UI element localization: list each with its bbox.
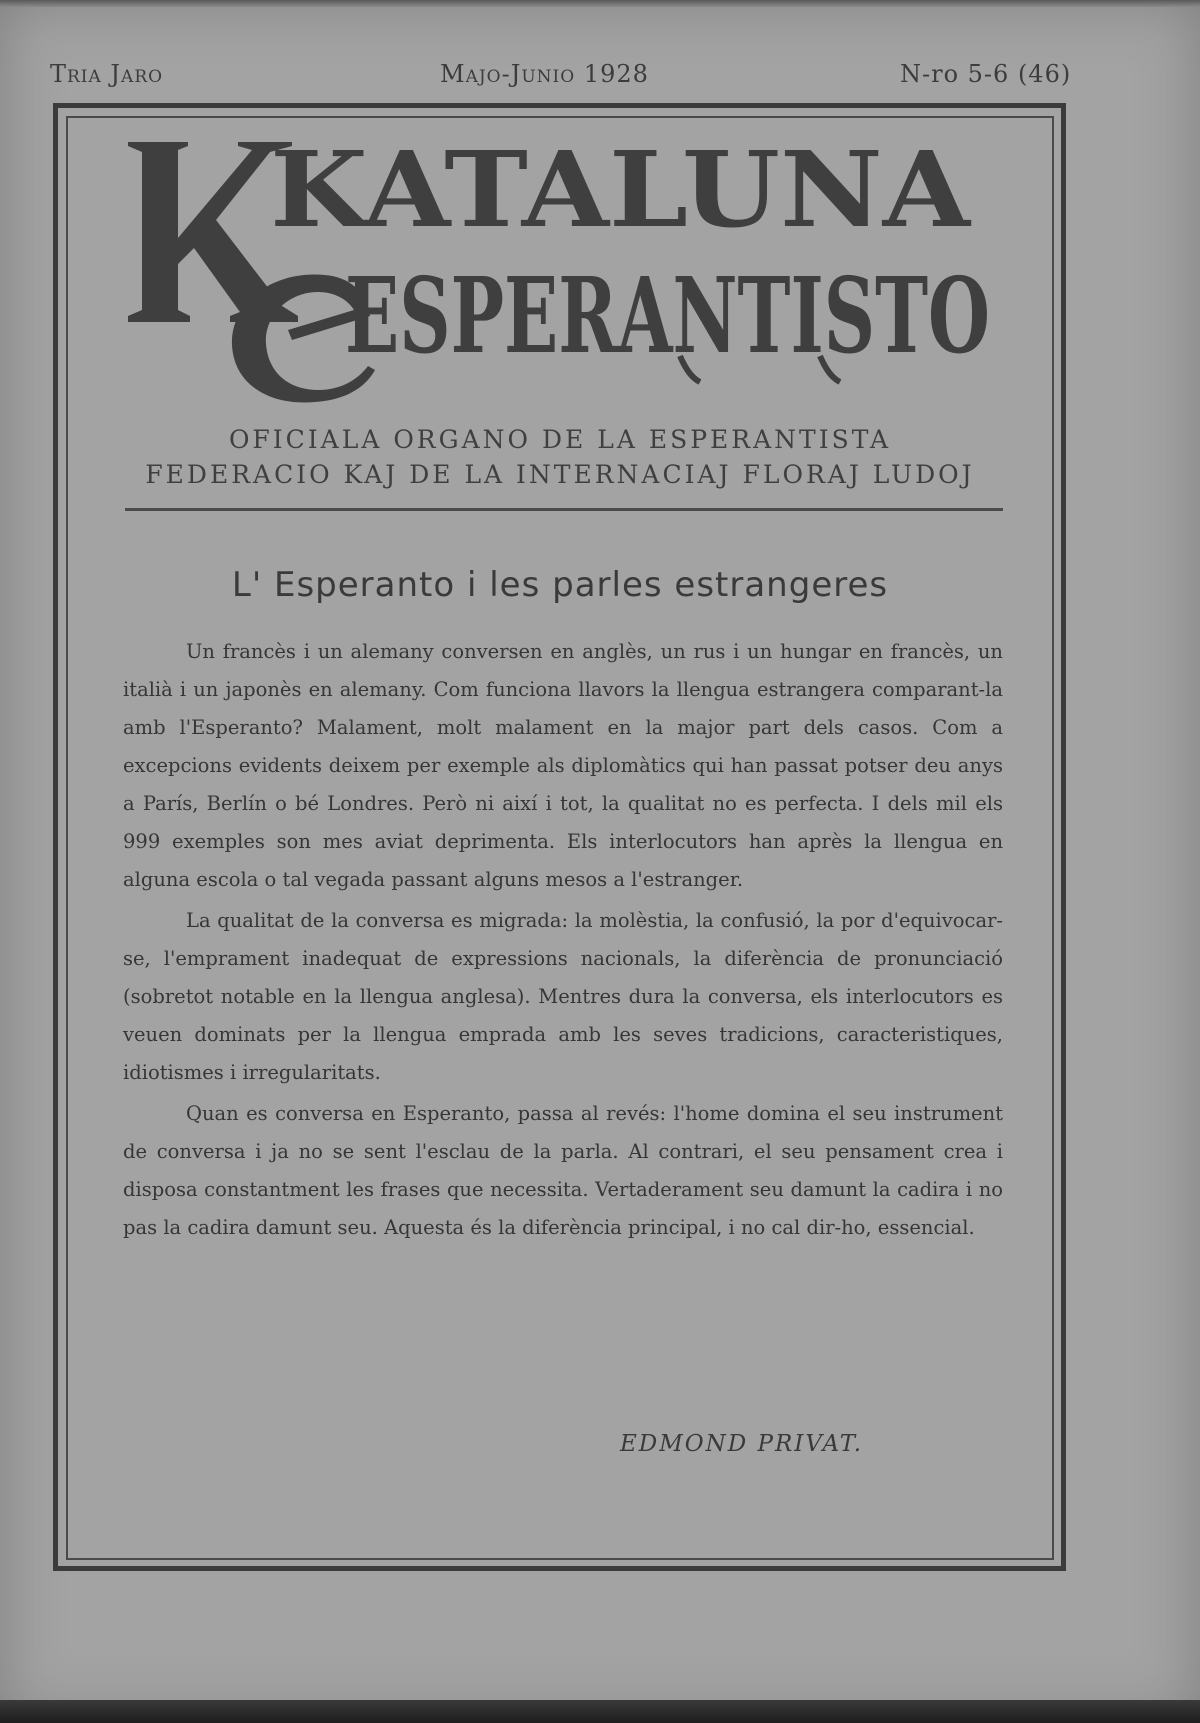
article-paragraph-2: La qualitat de la conversa es migrada: la molèstia, la confusió, la por d'equivocar-se, l'emprament inadequat de expressions nacionals, la diferència de pronunciació (sobretot notable en la llengua anglesa). Mentres dura la conversa, els interlocutors es veuen dominats per la llengua emprada amb les seves tradicions, caracteristiques, idiotismes i irregularitats. <box>123 909 1003 1084</box>
masthead-logo-art <box>120 130 1000 410</box>
issue-number: N-ro 5-6 (46) <box>900 60 1072 88</box>
horizontal-rule <box>125 508 1003 511</box>
masthead-title-line1: KATALUNA <box>270 128 972 251</box>
article-paragraph-1: Un francès i un alemany conversen en anglès, un rus i un hungar en francès, un italià i un japonès en alemany. Com funciona llavors la llengua estrangera comparant-la amb l'Esperanto? Malament, molt malament en la major part dels casos. Com a excepcions evidents deixem per exemple als diplomàtics qui han passat potser deu anys a París, Berlín o bé Londres. Però ni així i tot, la qualitat no es perfecta. I dels mil els 999 exemples son mes aviat deprimenta. Els interlocutors han après la llengua en alguna escola o tal vegada passant alguns mesos a l'estranger. <box>123 640 1003 891</box>
volume-label: Tria Jaro <box>50 60 164 88</box>
scan-top-edge <box>0 0 1200 7</box>
masthead-logo <box>120 130 1000 410</box>
subtitle-line-1: OFICIALA ORGANO DE LA ESPERANTISTA <box>228 425 892 454</box>
issue-date: Majo-Junio 1928 <box>440 60 649 88</box>
masthead-title-line2: ESPERANTISTO <box>345 254 990 377</box>
article-body <box>123 633 1003 1250</box>
article-title: L' Esperanto i les parles estrangeres <box>231 565 889 605</box>
subtitle-line-2: FEDERACIO KAJ DE LA INTERNACIAJ FLORAJ LUDOJ <box>145 460 975 489</box>
author-signature: EDMOND PRIVAT. <box>620 1431 864 1457</box>
article-paragraph-3: Quan es conversa en Esperanto, passa al revés: l'home domina el seu instrument de conversa i ja no se sent l'esclau de la parla. Al contrari, el seu pensament crea i disposa constantment les frases que necessita. Vertaderament seu damunt la cadira i no pas la cadira damunt seu. Aquesta és la diferència principal, i no cal dir-ho, essencial. <box>123 1102 1003 1239</box>
scan-bottom-edge <box>0 1700 1200 1723</box>
